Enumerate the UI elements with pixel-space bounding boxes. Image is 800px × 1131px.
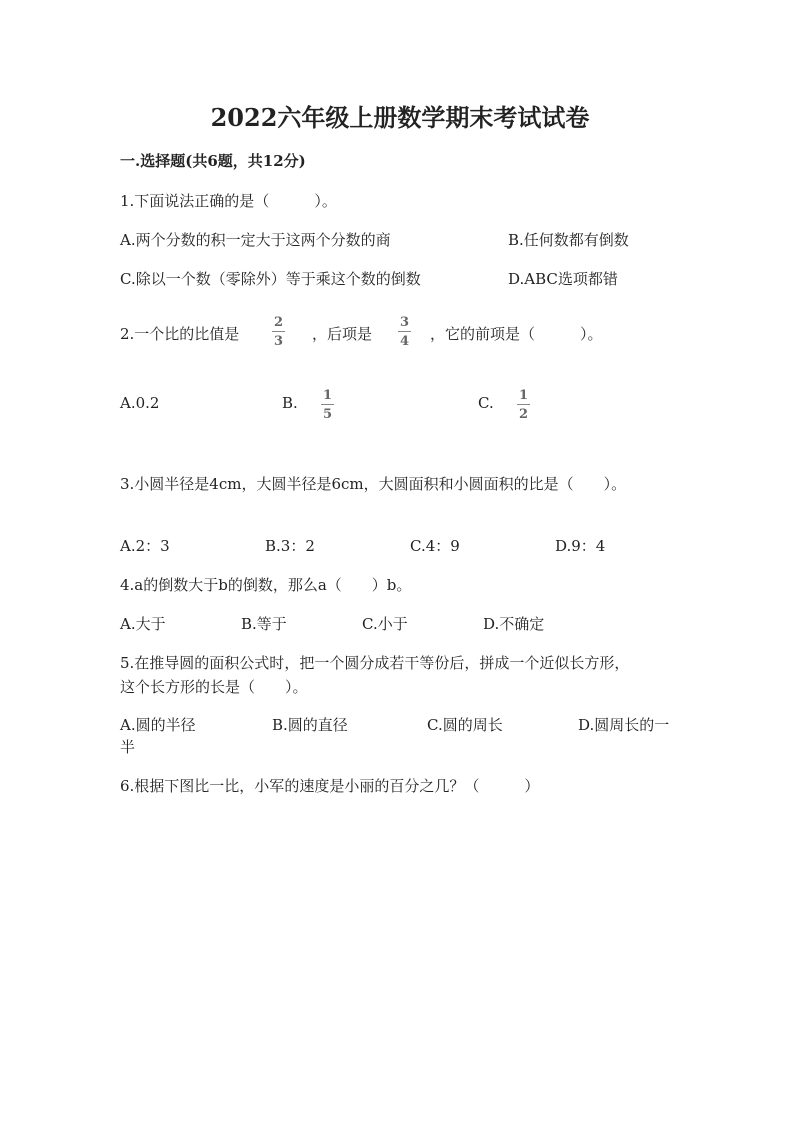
q2-option-c-numerator: 1 [519, 388, 529, 403]
q5-option-d: D.圆周长的一 [578, 716, 670, 734]
question-2-mid: ，后项是 [312, 325, 373, 343]
q1-option-b: B.任何数都有倒数 [508, 231, 629, 249]
question-6: 6.根据下图比一比，小军的速度是小丽的百分之几？（ ） [120, 777, 540, 795]
q2-ratio-numerator: 2 [274, 315, 284, 330]
q2-option-c-fraction [517, 389, 530, 421]
q2-ratio-denominator: 3 [274, 334, 284, 349]
q3-option-b: B.3：2 [265, 537, 315, 555]
q3-option-d: D.9：4 [555, 537, 606, 555]
q2-option-a: A.0.2 [120, 394, 160, 412]
question-5-line-1: 5.在推导圆的面积公式时，把一个圆分成若干等份后，拼成一个近似长方形， [120, 654, 630, 672]
q5-option-a: A.圆的半径 [120, 716, 196, 734]
question-4: 4.a的倒数大于b的倒数，那么a（ ）b。 [120, 576, 412, 594]
q2-term-fraction [398, 316, 411, 348]
page-title: 2022六年级上册数学期末考试试卷 [210, 103, 590, 132]
q5-option-b: B.圆的直径 [272, 716, 348, 734]
q1-option-a: A.两个分数的积一定大于这两个分数的商 [120, 231, 391, 249]
q5-option-d-wrap: 半 [120, 738, 136, 756]
q1-option-d: D.ABC选项都错 [508, 270, 618, 288]
q2-option-c: C. [478, 394, 494, 412]
q1-option-c: C.除以一个数（零除外）等于乘这个数的倒数 [120, 270, 421, 288]
question-3: 3.小圆半径是4cm，大圆半径是6cm，大圆面积和小圆面积的比是（ ）。 [120, 475, 627, 493]
question-5-line-2: 这个长方形的长是（ ）。 [120, 678, 308, 696]
q4-option-a: A.大于 [120, 615, 166, 633]
section-heading: 一.选择题(共6题，共12分) [120, 152, 306, 170]
q2-ratio-fraction [272, 316, 285, 348]
q2-term-denominator: 4 [400, 334, 410, 349]
question-2-prefix: 2.一个比的比值是 [120, 325, 240, 343]
q2-option-b-fraction [321, 389, 334, 421]
question-2-suffix: ，它的前项是（ ）。 [430, 325, 603, 343]
q3-option-a: A.2：3 [120, 537, 170, 555]
q4-option-c: C.小于 [362, 615, 408, 633]
question-1: 1.下面说法正确的是（ ）。 [120, 192, 337, 210]
q2-term-numerator: 3 [400, 315, 410, 330]
q2-option-b-numerator: 1 [323, 388, 333, 403]
q2-option-b-denominator: 5 [323, 407, 333, 422]
q4-option-b: B.等于 [241, 615, 287, 633]
q5-option-c: C.圆的周长 [427, 716, 503, 734]
q2-option-c-denominator: 2 [519, 407, 529, 422]
q2-option-b: B. [282, 394, 298, 412]
q3-option-c: C.4：9 [410, 537, 460, 555]
q4-option-d: D.不确定 [483, 615, 545, 633]
